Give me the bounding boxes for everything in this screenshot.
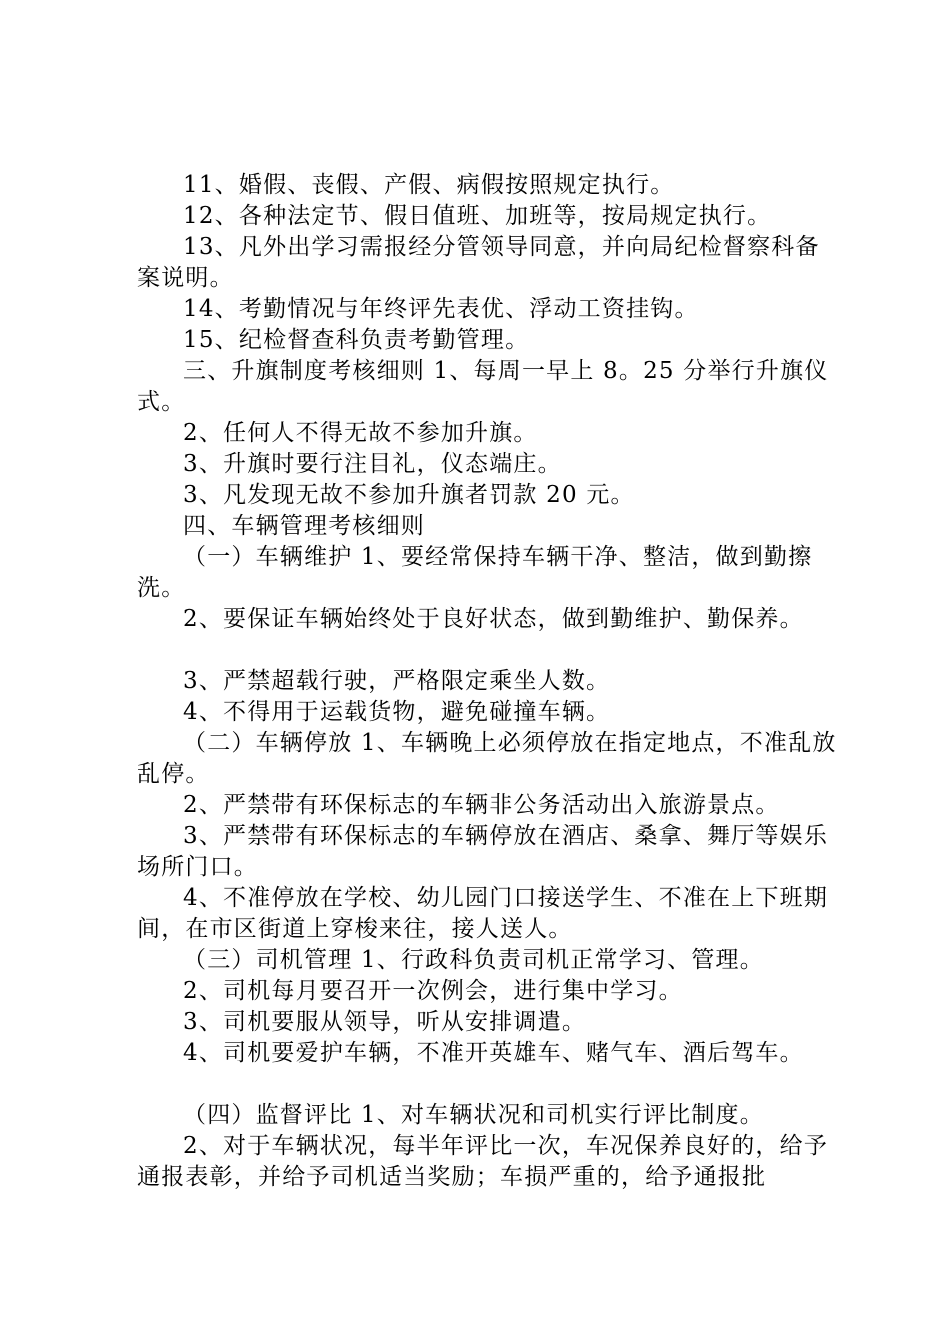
paragraph: 14、考勤情况与年终评先表优、浮动工资挂钩。 <box>183 296 699 322</box>
paragraph: 4、不准停放在学校、幼儿园门口接送学生、不准在上下班期间，在市区街道上穿梭来往，接人送人。 <box>137 885 829 942</box>
paragraph: 2、司机每月要召开一次例会，进行集中学习。 <box>183 978 683 1004</box>
blank-line <box>137 1069 837 1100</box>
paragraph: 4、不得用于运载货物，避免碰撞车辆。 <box>183 699 611 725</box>
paragraph: （三）司机管理 1、行政科负责司机正常学习、管理。 <box>183 947 764 973</box>
paragraph: 12、各种法定节、假日值班、加班等，按局规定执行。 <box>183 203 772 229</box>
paragraph: 13、凡外出学习需报经分管领导同意，并向局纪检督察科备案说明。 <box>137 234 820 291</box>
paragraph: 2、要保证车辆始终处于良好状态，做到勤维护、勤保养。 <box>183 606 804 632</box>
document-body <box>137 170 837 1193</box>
paragraph: 三、升旗制度考核细则 1、每周一早上 8。25 分举行升旗仪式。 <box>137 358 829 415</box>
paragraph: 2、严禁带有环保标志的车辆非公务活动出入旅游景点。 <box>183 792 780 818</box>
paragraph: 3、司机要服从领导，听从安排调遣。 <box>183 1009 587 1035</box>
section-heading: 四、车辆管理考核细则 <box>183 513 425 539</box>
paragraph: 3、严禁超载行驶，严格限定乘坐人数。 <box>183 668 611 694</box>
paragraph: （一）车辆维护 1、要经常保持车辆干净、整洁，做到勤擦洗。 <box>137 544 813 601</box>
paragraph: 4、司机要爱护车辆，不准开英雄车、赌气车、酒后驾车。 <box>183 1040 804 1066</box>
paragraph: 11、婚假、丧假、产假、病假按照规定执行。 <box>183 172 675 198</box>
paragraph: 3、凡发现无故不参加升旗者罚款 20 元。 <box>183 482 635 508</box>
paragraph: 2、对于车辆状况，每半年评比一次，车况保养良好的，给予通报表彰，并给予司机适当奖励；车损严重的，给予通报批 <box>137 1133 829 1190</box>
paragraph: 3、升旗时要行注目礼，仪态端庄。 <box>183 451 562 477</box>
paragraph: 2、任何人不得无故不参加升旗。 <box>183 420 538 446</box>
blank-line <box>137 635 837 666</box>
paragraph: （二）车辆停放 1、车辆晚上必须停放在指定地点，不准乱放乱停。 <box>137 730 837 787</box>
paragraph: 3、严禁带有环保标志的车辆停放在酒店、桑拿、舞厅等娱乐场所门口。 <box>137 823 829 880</box>
paragraph: （四）监督评比 1、对车辆状况和司机实行评比制度。 <box>183 1102 764 1128</box>
paragraph: 15、纪检督查科负责考勤管理。 <box>183 327 530 353</box>
